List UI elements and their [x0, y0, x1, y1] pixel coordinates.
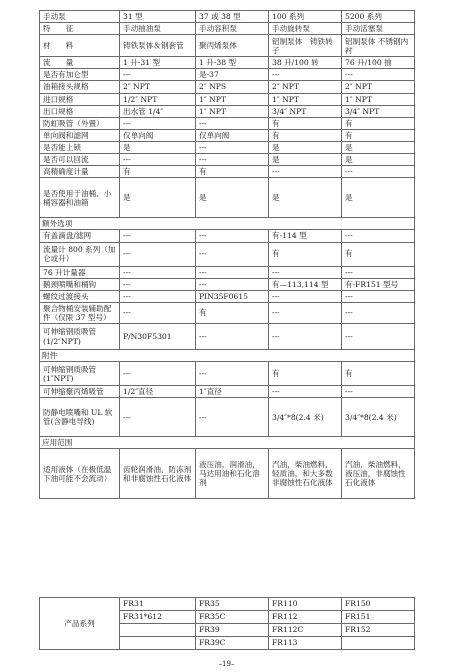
- value-cell: ---: [120, 242, 196, 266]
- value-cell: ---: [269, 69, 342, 81]
- value-cell: ---: [120, 154, 196, 166]
- product-series-table: [39, 597, 415, 650]
- value-cell: 有: [342, 117, 415, 129]
- value-cell: 有-FR151 型号: [342, 278, 415, 290]
- value-cell: 是-37: [196, 69, 269, 81]
- value-cell: 是: [120, 141, 196, 153]
- spec-row: [40, 178, 415, 218]
- product-model-cell: FR152: [342, 624, 415, 637]
- value-cell: 汽油，柴油燃料，轻质油，和大多数非腐蚀性石化液体: [269, 449, 342, 499]
- product-model-cell: FR110: [269, 598, 342, 611]
- value-cell: 液压油，润滑油，马达用油和石化溶剂: [196, 449, 269, 499]
- value-cell: ---: [196, 141, 269, 153]
- value-cell: 38 升/100 转: [269, 57, 342, 69]
- row-label-cell: 进口规格: [40, 93, 120, 105]
- value-cell: 1″ NPT: [342, 93, 415, 105]
- application-row: [40, 449, 415, 499]
- row-label-cell: 出口规格: [40, 105, 120, 117]
- row-label-cell: 单向阀和滤网: [40, 129, 120, 141]
- spec-row: [40, 35, 415, 57]
- value-cell: 31 型: [120, 11, 196, 23]
- value-cell: ---: [269, 324, 342, 350]
- spec-row: [40, 117, 415, 129]
- row-label-cell: 可伸缩钢质吸管(1/2″NPT): [40, 324, 120, 350]
- value-cell: ---: [120, 266, 196, 278]
- row-label-cell: 是否使用于油桶、小桶容器和油箱: [40, 178, 120, 218]
- product-model-cell: FR39C: [196, 637, 269, 650]
- value-cell: 有: [196, 166, 269, 178]
- value-cell: ---: [342, 69, 415, 81]
- row-label-cell: 适用液体（在极低温下油可能不会流动）: [40, 449, 120, 499]
- value-cell: ---: [196, 230, 269, 242]
- product-model-cell: FR151: [342, 611, 415, 624]
- value-cell: 有—113,114 型: [269, 278, 342, 290]
- row-label-cell: 特 征: [40, 23, 120, 35]
- value-cell: 3/4″ NPT: [269, 105, 342, 117]
- value-cell: ---: [120, 302, 196, 323]
- value-cell: 2″ NPT: [269, 81, 342, 93]
- value-cell: ---: [120, 362, 196, 386]
- spec-row: [40, 57, 415, 69]
- spec-row: [40, 69, 415, 81]
- spec-row: [40, 166, 415, 178]
- spec-row: [40, 81, 415, 93]
- value-cell: 1 升-31 型: [120, 57, 196, 69]
- value-cell: ---: [196, 324, 269, 350]
- section-options-row: [40, 218, 415, 230]
- value-cell: 是: [120, 178, 196, 218]
- product-model-cell: FR112: [269, 611, 342, 624]
- product-series-table-body: [40, 598, 415, 650]
- row-label-cell: 流量计 800 系列（加仑或升）: [40, 242, 120, 266]
- option-row: [40, 290, 415, 302]
- row-label-cell: 油箱接头规格: [40, 81, 120, 93]
- pump-spec-table-body: [40, 11, 415, 499]
- value-cell: P/N30F5301: [120, 324, 196, 350]
- value-cell: 1/2″直径: [120, 386, 196, 398]
- section-heading: 附件: [40, 350, 415, 362]
- value-cell: 有: [342, 242, 415, 266]
- page-number: –19–: [218, 660, 235, 668]
- value-cell: 铝制泵体 不锈钢内衬: [342, 35, 415, 57]
- value-cell: 铸铁泵体＆钢套管: [120, 35, 196, 57]
- value-cell: 有: [269, 362, 342, 386]
- value-cell: ---: [269, 266, 342, 278]
- row-label-cell: 手动泵: [40, 11, 120, 23]
- value-cell: ---: [120, 278, 196, 290]
- value-cell: 仅单向阀: [120, 129, 196, 141]
- value-cell: 76 升/100 抽: [342, 57, 415, 69]
- row-label-cell: 有盖滴盘/滤网: [40, 230, 120, 242]
- value-cell: 出水管 1/4″: [120, 105, 196, 117]
- option-row: [40, 266, 415, 278]
- value-cell: 手动抽油泵: [120, 23, 196, 35]
- value-cell: ---: [196, 278, 269, 290]
- value-cell: 1/2″ NPT: [120, 93, 196, 105]
- product-model-cell: [120, 637, 196, 650]
- accessory-row: [40, 386, 415, 398]
- row-label-cell: 76 升计量器: [40, 266, 120, 278]
- value-cell: 有: [269, 129, 342, 141]
- value-cell: 有: [342, 129, 415, 141]
- value-cell: ---: [269, 166, 342, 178]
- spec-header-row: [40, 11, 415, 23]
- value-cell: 2″ NPS: [196, 81, 269, 93]
- value-cell: 是: [269, 154, 342, 166]
- value-cell: 有: [120, 166, 196, 178]
- value-cell: ---: [342, 324, 415, 350]
- value-cell: 有-114 型: [269, 230, 342, 242]
- value-cell: 有: [269, 117, 342, 129]
- value-cell: ---: [342, 230, 415, 242]
- value-cell: 3/4″*8(2.4 米): [342, 398, 415, 437]
- value-cell: ---: [196, 242, 269, 266]
- product-model-cell: FR31: [120, 598, 196, 611]
- value-cell: 37 或 38 型: [196, 11, 269, 23]
- value-cell: ---: [120, 230, 196, 242]
- option-row: [40, 324, 415, 350]
- value-cell: 1 升-38 型: [196, 57, 269, 69]
- accessory-row: [40, 398, 415, 437]
- value-cell: ---: [120, 398, 196, 437]
- row-label-cell: 是否可以回流: [40, 154, 120, 166]
- value-cell: 手动活塞泵: [342, 23, 415, 35]
- spec-row: [40, 129, 415, 141]
- product-model-cell: FR113: [269, 637, 342, 650]
- value-cell: 3/4″ NPT: [342, 105, 415, 117]
- value-cell: ---: [196, 154, 269, 166]
- section-application-row: [40, 437, 415, 449]
- value-cell: 1″ NPT: [196, 105, 269, 117]
- value-cell: 铝制泵体 铸铁转子: [269, 35, 342, 57]
- value-cell: ---: [269, 386, 342, 398]
- value-cell: ---: [120, 290, 196, 302]
- spec-row: [40, 141, 415, 153]
- row-label-cell: 鹅颈喷嘴和桶钩: [40, 278, 120, 290]
- option-row: [40, 278, 415, 290]
- row-label-cell: 可伸缩钢质吸管(1″NPT): [40, 362, 120, 386]
- value-cell: ---: [342, 386, 415, 398]
- row-label-cell: 防虹吸管（外置）: [40, 117, 120, 129]
- product-model-cell: FR31*612: [120, 611, 196, 624]
- value-cell: 是: [342, 141, 415, 153]
- section-accessories-row: [40, 350, 415, 362]
- product-model-cell: [120, 624, 196, 637]
- row-label-cell: 聚合物桶安装辅助配件（仅限 37 型号）: [40, 302, 120, 323]
- value-cell: ---: [342, 166, 415, 178]
- value-cell: ---: [342, 266, 415, 278]
- value-cell: ---: [120, 117, 196, 129]
- value-cell: 汽油，柴油燃料，液压油，非腐蚀性石化液体: [342, 449, 415, 499]
- value-cell: 2″ NPT: [342, 81, 415, 93]
- value-cell: ---: [342, 302, 415, 323]
- product-row: [40, 598, 415, 611]
- value-cell: 1″ NPT: [269, 93, 342, 105]
- value-cell: 100 系列: [269, 11, 342, 23]
- value-cell: 3/4″*8(2.4 米): [269, 398, 342, 437]
- value-cell: 是: [342, 154, 415, 166]
- option-row: [40, 230, 415, 242]
- value-cell: ---: [196, 362, 269, 386]
- value-cell: ---: [196, 117, 269, 129]
- value-cell: ---: [196, 398, 269, 437]
- row-label-cell: 材 料: [40, 35, 120, 57]
- section-heading: 额外选项: [40, 218, 415, 230]
- value-cell: ---: [342, 290, 415, 302]
- value-cell: 是: [269, 141, 342, 153]
- spec-row: [40, 105, 415, 117]
- accessory-row: [40, 362, 415, 386]
- value-cell: ---: [196, 266, 269, 278]
- value-cell: 是: [196, 178, 269, 218]
- value-cell: ---: [269, 302, 342, 323]
- value-cell: 2″ NPT: [120, 81, 196, 93]
- row-label-cell: 防静电喷嘴和 UL 软管(含静电导线): [40, 398, 120, 437]
- value-cell: 有: [196, 302, 269, 323]
- value-cell: ---: [120, 69, 196, 81]
- spec-row: [40, 93, 415, 105]
- value-cell: 手动旋转泵: [269, 23, 342, 35]
- row-label-cell: 可伸缩聚丙烯吸管: [40, 386, 120, 398]
- option-row: [40, 302, 415, 323]
- value-cell: 是: [342, 178, 415, 218]
- spec-document: [39, 10, 414, 499]
- product-model-cell: FR112C: [269, 624, 342, 637]
- value-cell: ---: [269, 290, 342, 302]
- product-model-cell: FR39: [196, 624, 269, 637]
- row-label-cell: 螺纹过渡接头: [40, 290, 120, 302]
- value-cell: PIN35F0615: [196, 290, 269, 302]
- value-cell: 1″ NPT: [196, 93, 269, 105]
- value-cell: 聚丙烯泵体: [196, 35, 269, 57]
- product-series-label: 产品系列: [40, 598, 120, 650]
- value-cell: 是: [269, 178, 342, 218]
- product-model-cell: FR35C: [196, 611, 269, 624]
- option-row: [40, 242, 415, 266]
- row-label-cell: 是否有加仑型: [40, 69, 120, 81]
- spec-row: [40, 23, 415, 35]
- row-label-cell: 高精确度计量: [40, 166, 120, 178]
- product-model-cell: FR150: [342, 598, 415, 611]
- row-label-cell: 流 量: [40, 57, 120, 69]
- pump-spec-table: [39, 10, 415, 499]
- product-model-cell: [342, 637, 415, 650]
- value-cell: 手动容积泵: [196, 23, 269, 35]
- value-cell: 有: [342, 362, 415, 386]
- product-model-cell: FR35: [196, 598, 269, 611]
- value-cell: 有: [269, 242, 342, 266]
- value-cell: 1″直径: [196, 386, 269, 398]
- value-cell: 5200 系列: [342, 11, 415, 23]
- spec-row: [40, 154, 415, 166]
- value-cell: 仅单向阀: [196, 129, 269, 141]
- section-heading: 应用范围: [40, 437, 415, 449]
- row-label-cell: 是否能上锁: [40, 141, 120, 153]
- value-cell: 齿轮润滑油，防冻剂和非腐蚀性石化液体: [120, 449, 196, 499]
